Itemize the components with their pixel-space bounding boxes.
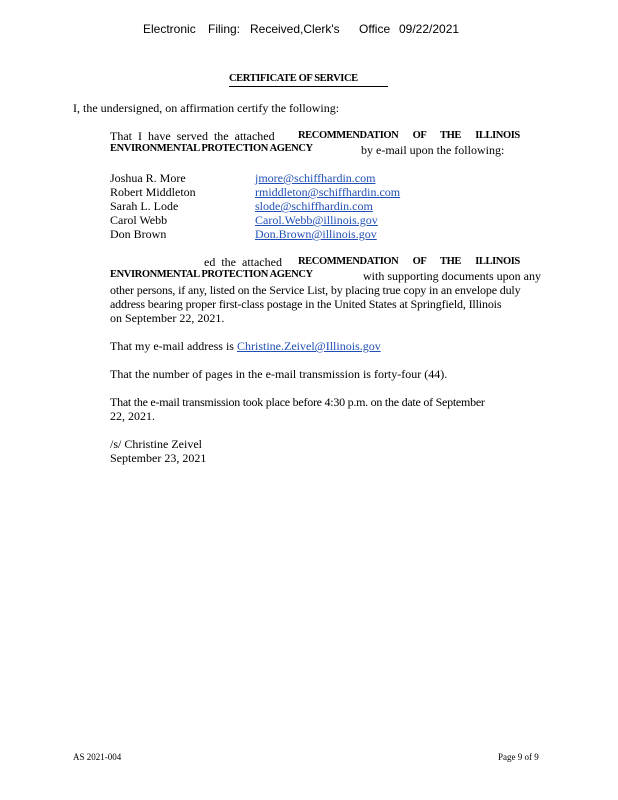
para1-document-line1: RECOMMENDATION OF THE ILLINOIS bbox=[298, 130, 520, 141]
para4-page-count: That the number of pages in the e-mail transmission is forty-four (44). bbox=[110, 367, 448, 381]
recipient-name: Robert Middleton bbox=[110, 185, 196, 199]
para1-end: by e-mail upon the following: bbox=[361, 143, 505, 157]
recipient-name: Carol Webb bbox=[110, 213, 168, 227]
para3-text: That my e-mail address is bbox=[110, 339, 234, 353]
recipient-email-link[interactable]: Don.Brown@illinois.gov bbox=[255, 227, 377, 241]
footer-case-number: AS 2021-004 bbox=[73, 752, 122, 762]
para1-document-line2: ENVIRONMENTAL PROTECTION AGENCY bbox=[110, 143, 313, 154]
title-underline bbox=[229, 86, 388, 87]
para2-document-line1: RECOMMENDATION OF THE ILLINOIS bbox=[298, 256, 520, 267]
recipient-name: Joshua R. More bbox=[110, 171, 186, 185]
page-title: CERTIFICATE OF SERVICE bbox=[229, 73, 358, 84]
filing-stamp-received: Received,Clerk's bbox=[250, 22, 340, 36]
para2-line5: on September 22, 2021. bbox=[110, 311, 225, 325]
recipient-name: Sarah L. Lode bbox=[110, 199, 179, 213]
recipient-email-link[interactable]: slode@schiffhardin.com bbox=[255, 199, 373, 213]
para2-line2-end: with supporting documents upon any bbox=[363, 269, 541, 283]
signature-name: /s/ Christine Zeivel bbox=[110, 437, 202, 451]
para5-line1: That the e-mail transmission took place before 4:30 p.m. on the date of September bbox=[110, 395, 485, 409]
footer-page-number: Page 9 of 9 bbox=[498, 752, 539, 762]
recipient-email-link[interactable]: Carol.Webb@illinois.gov bbox=[255, 213, 378, 227]
signature-date: September 23, 2021 bbox=[110, 451, 207, 465]
recipient-name: Don Brown bbox=[110, 227, 167, 241]
filing-stamp-filing: Filing: bbox=[208, 22, 241, 36]
intro-statement: I, the undersigned, on affirmation certify the following: bbox=[73, 101, 340, 115]
recipient-email-link[interactable]: rmiddleton@schiffhardin.com bbox=[255, 185, 401, 199]
para2-start: ed the attached bbox=[204, 255, 282, 269]
sender-email-link[interactable]: Christine.Zeivel@Illinois.gov bbox=[237, 339, 381, 353]
filing-stamp-electronic: Electronic bbox=[143, 22, 196, 36]
para1-start: That I have served the attached bbox=[110, 129, 275, 143]
recipient-email-link[interactable]: jmore@schiffhardin.com bbox=[255, 171, 376, 185]
para5-line2: 22, 2021. bbox=[110, 409, 155, 423]
para2-line3: other persons, if any, listed on the Service List, by placing true copy in an envelope duly bbox=[110, 283, 521, 297]
para2-line4: address bearing proper first-class postage in the United States at Springfield, Illinois bbox=[110, 297, 502, 311]
filing-stamp-date: 09/22/2021 bbox=[399, 22, 460, 36]
filing-stamp-office: Office bbox=[359, 22, 391, 36]
para2-document-line2: ENVIRONMENTAL PROTECTION AGENCY bbox=[110, 269, 313, 280]
